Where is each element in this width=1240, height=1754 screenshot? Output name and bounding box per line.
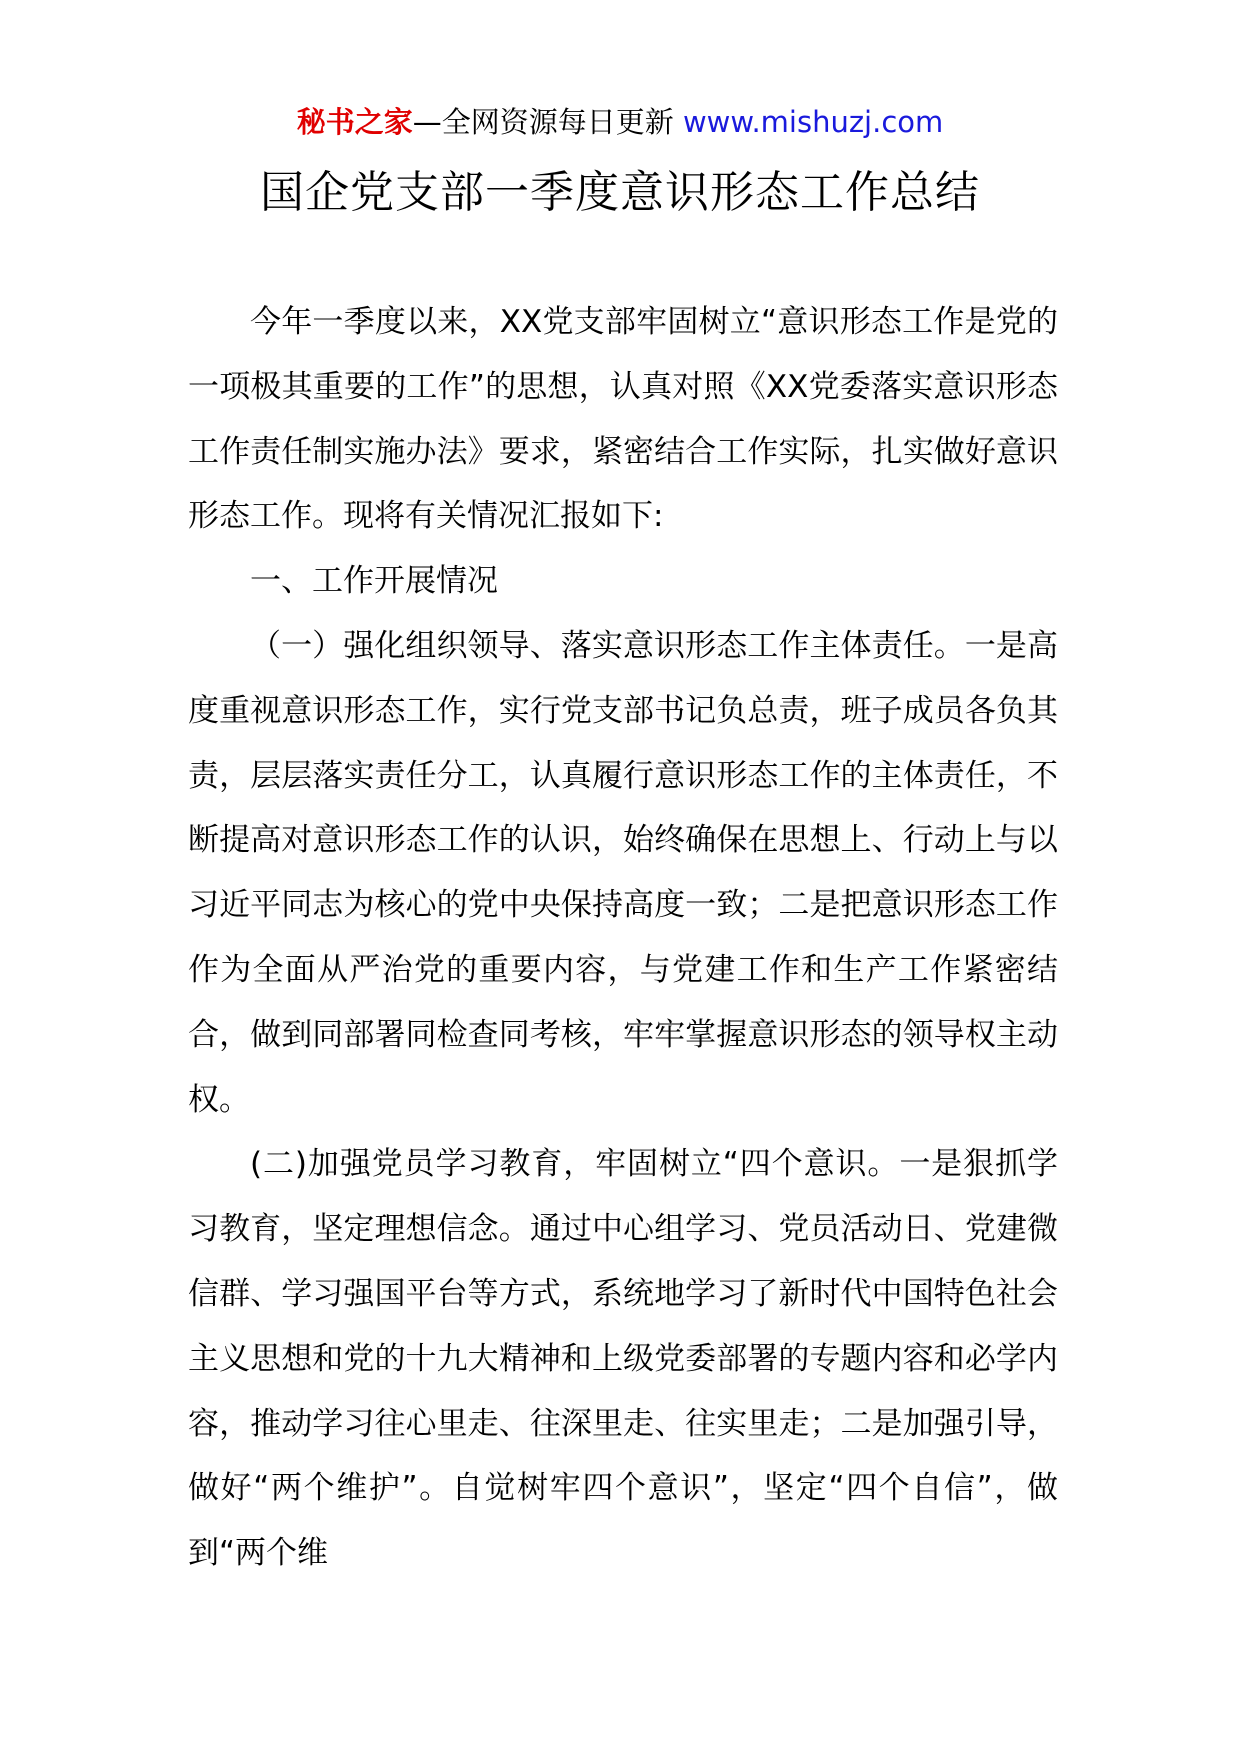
subsection-paragraph-2: (二)加强党员学习教育，牢固树立“四个意识。一是狠抓学习教育，坚定理想信念。通过中心组学习、党员活动日、党建微信群、学习强国平台等方式，系统地学习了新时代中国特色社会主义思想和党的十九大精神和上级党委部署的专题内容和必学内容，推动学习往心里走、往深里走、往实里走；二是加强引导，做好“两个维护”。自觉树牢四个意识”，坚定“四个自信”，做到“两个维 <box>188 1146 1058 1572</box>
intro-paragraph: 今年一季度以来，XX党支部牢固树立“意识形态工作是党的一项极其重要的工作”的思想，认真对照《XX党委落实意识形态工作责任制实施办法》要求，紧密结合工作实际，扎实做好意识形态工作。现将有关情况汇报如下: <box>188 304 1058 535</box>
document-body <box>188 290 1058 1586</box>
subsection-paragraph-1: （一）强化组织领导、落实意识形态工作主体责任。一是高度重视意识形态工作，实行党支部书记负总责，班子成员各负其责，层层落实责任分工，认真履行意识形态工作的主体责任，不断提高对意识形态工作的认识，始终确保在思想上、行动上与以习近平同志为核心的党中央保持高度一致；二是把意识形态工作作为全面从严治党的重要内容，与党建工作和生产工作紧密结合，做到同部署同检查同考核，牢牢掌握意识形态的领导权主动权。 <box>188 627 1058 1118</box>
document-title: 国企党支部一季度意识形态工作总结 <box>260 167 980 218</box>
site-header <box>0 100 1240 144</box>
section-heading: 一、工作开展情况 <box>250 563 498 600</box>
site-tagline: —全网资源每日更新 <box>412 105 674 139</box>
site-brand: 秘书之家 <box>296 105 413 139</box>
site-url-link[interactable]: www.mishuzj.com <box>682 105 944 139</box>
